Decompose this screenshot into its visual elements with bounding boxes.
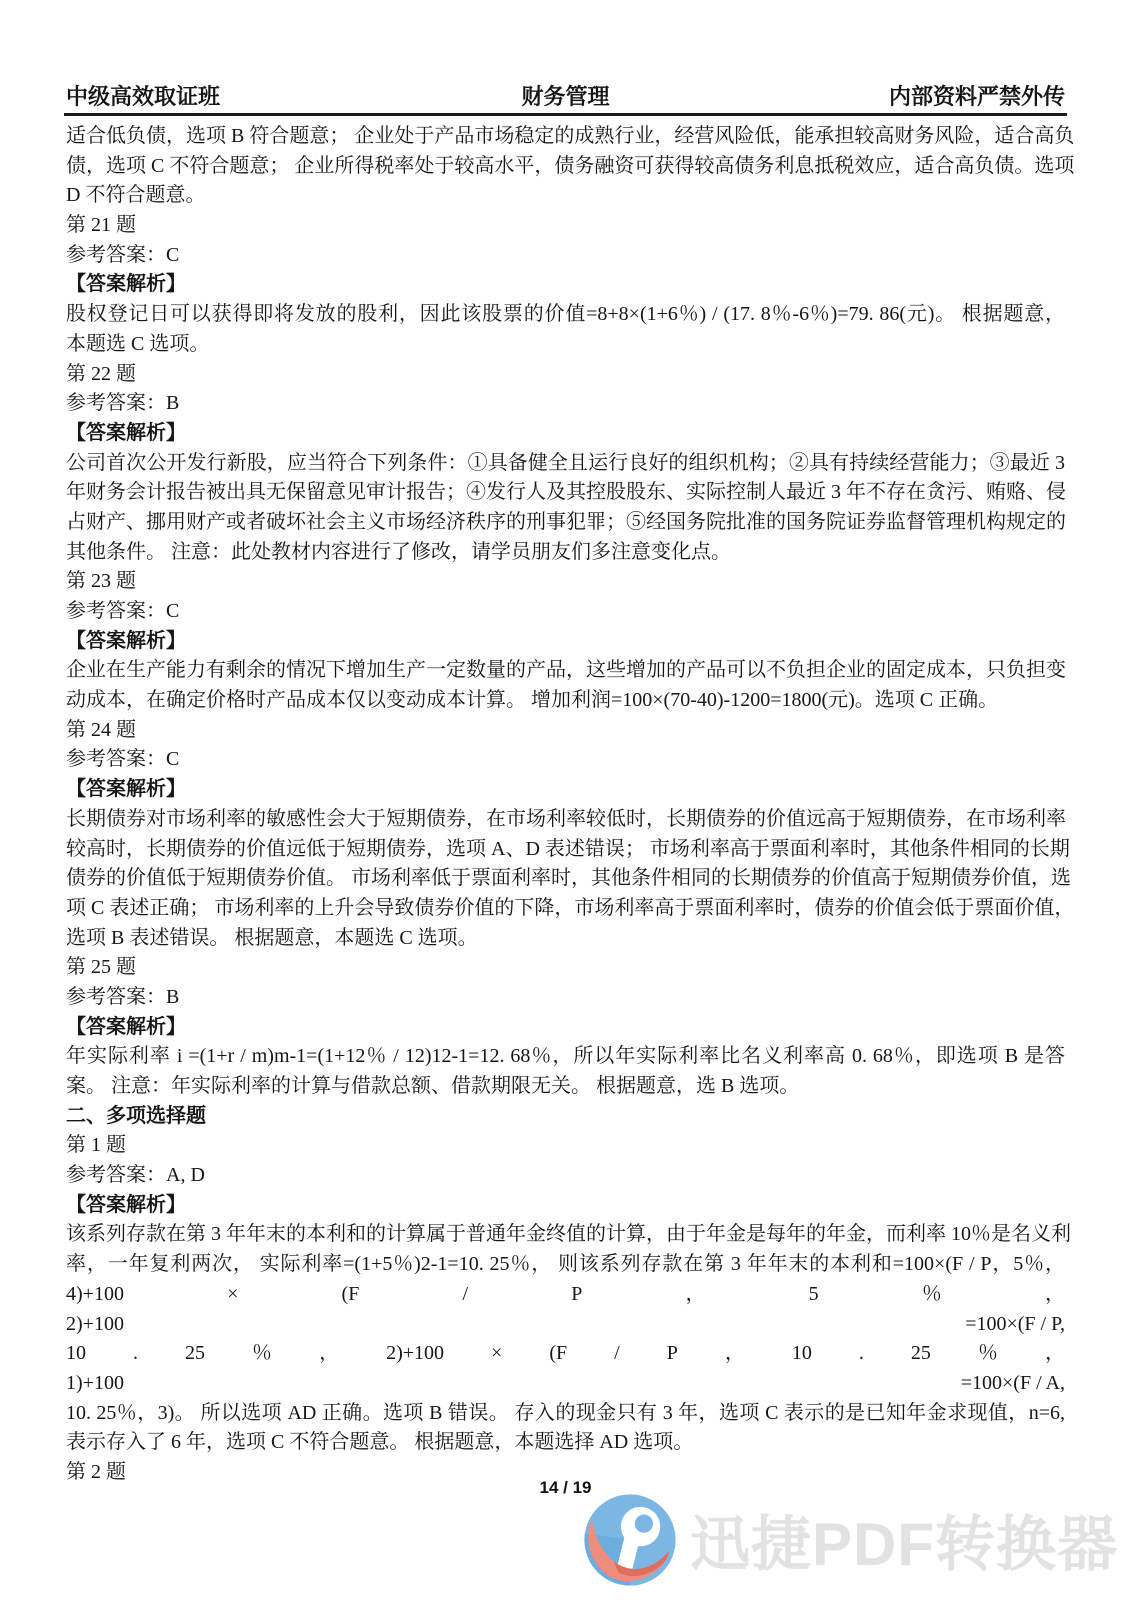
page-header [66,80,1065,110]
question-label: 第 24 题 [66,718,136,741]
section-heading-multiple-choice: 二、多项选择题 [66,1104,206,1127]
analysis-label: 【答案解析】 [66,778,186,801]
formula-token: P [571,1282,583,1305]
formula-token: × [227,1282,239,1305]
formula-token: (F [549,1342,568,1365]
analysis-label: 【答案解析】 [66,421,186,444]
formula-token: 4)+100 [66,1282,124,1305]
text-line [66,1339,1065,1369]
answer-line: 参考答案：A, D [66,1164,205,1187]
text-line: 选项 B 表述错误。 根据题意，本题选 C 选项。 [66,926,478,949]
question-label: 第 21 题 [66,214,136,237]
formula-token: 5 [808,1282,819,1305]
formula-token: / [462,1282,469,1305]
question-label: 第 25 题 [66,956,136,979]
pdf-converter-logo-icon [582,1492,678,1588]
question-label: 第 23 题 [66,570,136,593]
text-line: 项 C 表述正确； 市场利率的上升会导致债券价值的下降，市场利率高于票面利率时，债券的价值会低于票面价值， [66,896,1075,919]
header-subject: 财务管理 [521,84,610,109]
text-line: 长期债券对市场利率的敏感性会大于短期债券，在市场利率较低时，长期债券的价值远高于短期债券，在市场利率 [66,807,1066,830]
page-number: 14 / 19 [539,1478,592,1497]
answer-line: 参考答案：B [66,392,180,415]
formula-token: . [133,1342,139,1365]
text-line: 债券的价值低于短期债券价值。 市场利率低于票面利率时，其他条件相同的长期债券的价值高于短期债券价值，选 [66,867,1071,890]
text-line: 债，选项 C 不符合题意； 企业所得税率处于较高水平，债务融资可获得较高债务利息抵税效应，适合高负债。选项 [66,154,1075,177]
analysis-label: 【答案解析】 [66,1193,186,1216]
document-body [66,122,1075,1488]
formula-token: =100×(F / P, [965,1312,1065,1335]
question-label: 第 22 题 [66,362,136,385]
text-line: 年实际利率 i =(1+r / m)m-1=(1+12％ / 12)12-1=12. 68％，所以年实际利率比名义利率高 0. 68％，即选项 B 是答 [66,1045,1065,1068]
formula-token: ， [319,1342,340,1365]
header-divider [64,113,1067,116]
analysis-label: 【答案解析】 [66,1015,186,1038]
formula-token: / [614,1342,620,1365]
header-course: 中级高效取证班 [66,84,221,109]
answer-line: 参考答案：C [66,748,180,771]
text-line: 其他条件。 注意：此处教材内容进行了修改，请学员朋友们多注意变化点。 [66,540,731,563]
text-line: 股权登记日可以获得即将发放的股利，因此该股票的价值=8+8×(1+6％) / (17. 8％-6％)=79. 86(元)。 根据题意， [66,303,1065,326]
formula-token: . [858,1342,864,1365]
formula-token: 25 [910,1342,931,1365]
formula-token: 1)+100 [66,1371,124,1394]
formula-token: 10 [66,1342,86,1365]
watermark [582,1492,1118,1588]
text-line: 本题选 C 选项。 [66,332,210,355]
text-line: 占财产、挪用财产或者破坏社会主义市场经济秩序的刑事犯罪；⑤经国务院批准的国务院证券监督管理机构规定的 [66,510,1066,533]
formula-token: 25 [185,1342,206,1365]
text-line: 案。 注意：年实际利率的计算与借款总额、借款期限无关。 根据题意，选 B 选项。 [66,1075,800,1097]
text-line [66,1369,1065,1399]
formula-token: ％ [252,1342,273,1365]
text-line: D 不符合题意。 [66,184,206,207]
text-line: 公司首次公开发行新股，应当符合下列条件：①具备健全且运行良好的组织机构；②具有持续经营能力；③最近 3 [66,451,1065,474]
text-line: 适合低负债，选项 B 符合题意； 企业处于产品市场稳定的成熟行业，经营风险低，能承担较高财务风险，适合高负 [66,125,1075,147]
formula-token: (F [341,1282,360,1305]
answer-line: 参考答案：C [66,600,180,622]
text-line: 较高时，长期债券的价值远低于短期债券，选项 A、D 表述错误； 市场利率高于票面利率时，其他条件相同的长期 [66,837,1070,860]
question-label: 第 1 题 [66,1134,126,1157]
question-label: 第 2 题 [66,1460,126,1483]
formula-token: ， [724,1342,745,1365]
analysis-label: 【答案解析】 [66,629,186,652]
answer-line: 参考答案：B [66,985,180,1008]
formula-token: ， [1044,1342,1065,1365]
formula-token: × [491,1342,503,1365]
text-line: 率，一年复利两次， 实际利率=(1+5％)2-1=10. 25％， 则该系列存款在第 3 年年末的本利和=100×(F / P，5％， [66,1253,1065,1276]
formula-token: P [666,1342,678,1365]
formula-token: 2)+100 [386,1342,445,1365]
text-line: 该系列存款在第 3 年年末的本利和的计算属于普通年金终值的计算，由于年金是每年的年金，而利率 10％是名义利 [66,1223,1071,1246]
formula-token: ， [1044,1282,1065,1305]
text-line [66,1280,1065,1310]
formula-token: 2)+100 [66,1312,124,1335]
text-line: 表示存入了 6 年，选项 C 不符合题意。 根据题意，本题选择 AD 选项。 [66,1431,694,1454]
analysis-label: 【答案解析】 [66,273,186,296]
text-line [66,1310,1065,1340]
header-notice: 内部资料严禁外传 [888,84,1065,109]
text-line: 企业在生产能力有剩余的情况下增加生产一定数量的产品，这些增加的产品可以不负担企业的固定成本，只负担变 [66,659,1066,682]
formula-token: ％ [921,1282,942,1305]
watermark-text: 迅捷PDF转换器 [690,1511,1118,1578]
text-line: 动成本，在确定价格时产品成本仅以变动成本计算。 增加利润=100×(70-40)-1200=1800(元)。选项 C 正确。 [66,689,999,712]
formula-token: =100×(F / A, [960,1371,1065,1394]
text-line: 10. 25％，3)。 所以选项 AD 正确。选项 B 错误。 存入的现金只有 3 年，选项 C 表示的是已知年金求现值，n=6, [66,1401,1065,1424]
answer-line: 参考答案：C [66,243,180,266]
text-line: 年财务会计报告被出具无保留意见审计报告；④发行人及其控股股东、实际控制人最近 3 年不存在贪污、贿赂、侵 [66,481,1066,504]
formula-token: ％ [977,1342,998,1365]
formula-token: 10 [791,1342,812,1365]
formula-token: ， [685,1282,706,1305]
